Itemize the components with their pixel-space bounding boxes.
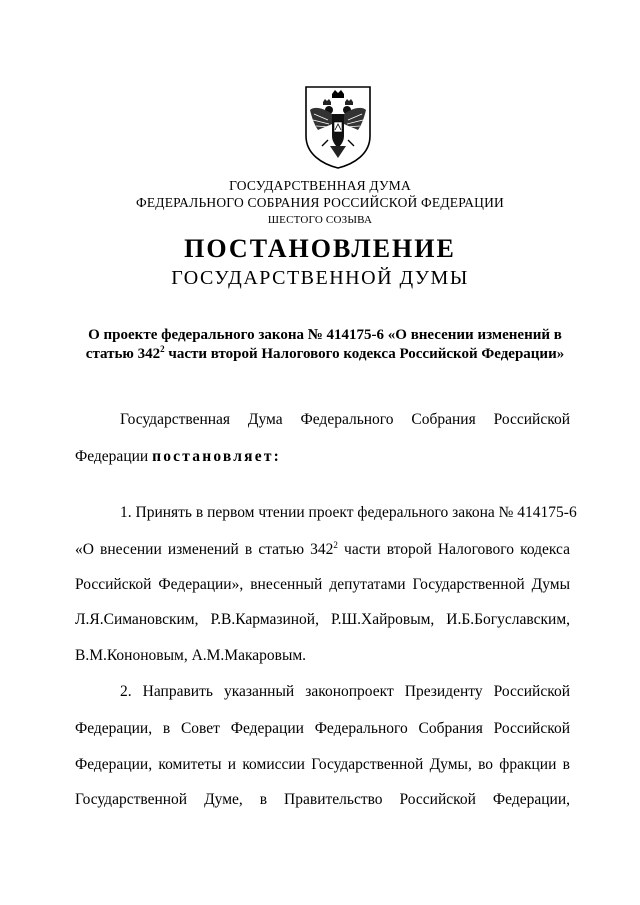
p2-line4: Государственной Думе, в Правительство Российской Федерации, <box>75 791 570 808</box>
p1-line5: В.М.Кононовым, А.М.Макаровым. <box>75 647 307 664</box>
coat-of-arms-emblem <box>302 84 374 170</box>
p2-line3: Федерации, комитеты и комиссии Государственной Думы, во фракции в <box>75 756 570 773</box>
p1-line3: Российской Федерации», внесенный депутатами Государственной Думы <box>75 576 570 593</box>
org-name-line2: ФЕДЕРАЛЬНОГО СОБРАНИЯ РОССИЙСКОЙ ФЕДЕРАЦИИ <box>136 195 504 210</box>
superscript: 2 <box>333 539 338 550</box>
preamble-line2: Федерации постановляет: <box>75 448 281 465</box>
org-name-line1: ГОСУДАРСТВЕННАЯ ДУМА <box>229 178 411 193</box>
resolves-word: постановляет: <box>152 448 281 465</box>
convocation: ШЕСТОГО СОЗЫВА <box>267 214 373 226</box>
p2-line1: 2. Направить указанный законопроект Президенту Российской <box>120 683 570 700</box>
p1-line2: «О внесении изменений в статью $342^2$ части второй Налогового кодекса <box>75 539 570 558</box>
doc-issuer-title: ГОСУДАРСТВЕННОЙ ДУМЫ <box>171 267 469 289</box>
p1-line4: Л.Я.Симановским, Р.В.Кармазиной, Р.Ш.Хайровым, И.Б.Богуславским, <box>75 611 570 628</box>
p1-line1: 1. Принять в первом чтении проект федерального закона № 414175-6 <box>120 504 577 521</box>
doc-type-title: ПОСТАНОВЛЕНИЕ <box>184 234 456 263</box>
subject-line1: О проекте федерального закона № 414175-6 «О внесении изменений в <box>88 327 562 343</box>
preamble-line1: Государственная Дума Федерального Собрания Российской <box>120 411 570 428</box>
subject-line2: статью $342^2$ части второй Налогового кодекса Российской Федерации» <box>85 344 565 362</box>
superscript: 2 <box>160 344 165 354</box>
p2-line2: Федерации, в Совет Федерации Федерального Собрания Российской <box>75 720 570 737</box>
